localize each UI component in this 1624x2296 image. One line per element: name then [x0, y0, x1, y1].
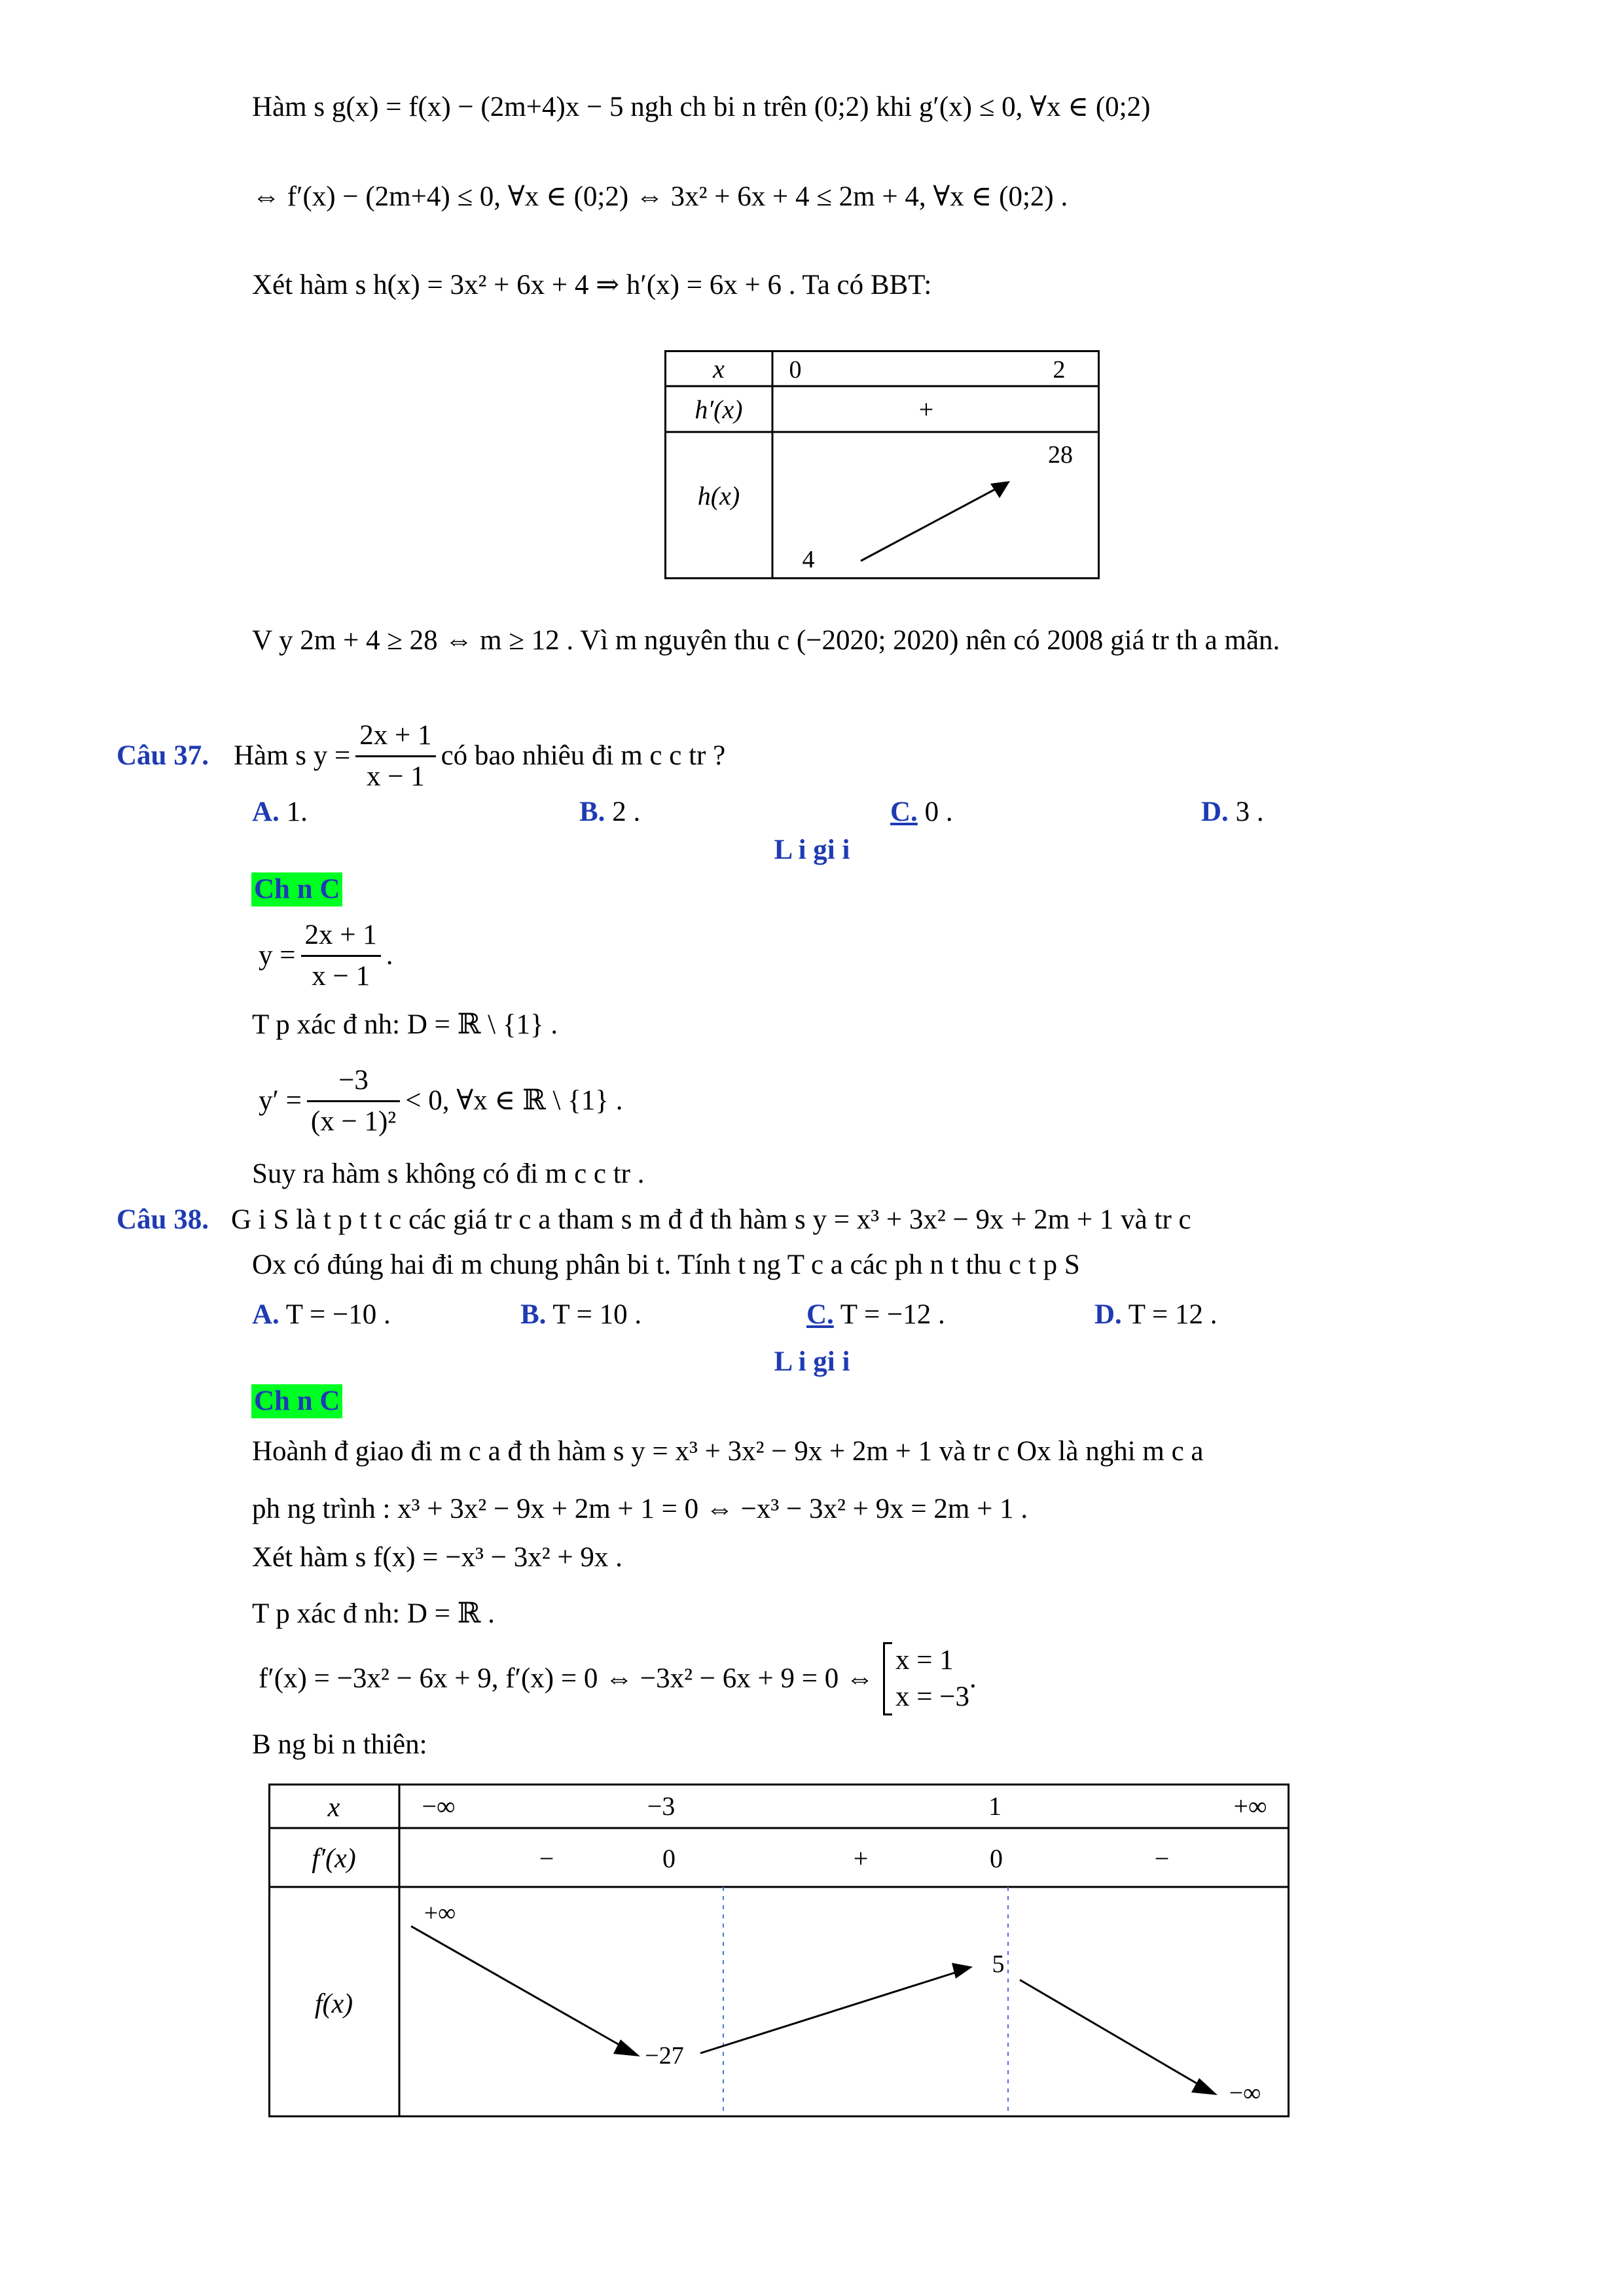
q37-option-c-value: 0 . — [917, 797, 953, 827]
q38-s5-case-2: x = −3 — [895, 1681, 970, 1712]
q38-s5-case-1: x = 1 — [895, 1645, 954, 1676]
table-f-func-label: f(x) — [314, 1989, 353, 2019]
variation-table-h — [664, 350, 1100, 579]
table-f-val-neg-inf: −∞ — [1229, 2079, 1261, 2107]
table-f-val-pos-inf: +∞ — [424, 1899, 456, 1927]
q37-option-d-value: 3 . — [1228, 797, 1264, 827]
q37-s1-den: x − 1 — [312, 960, 370, 992]
q38-option-d[interactable] — [1094, 1298, 1218, 1332]
q37-s3-post: < 0, ∀x ∈ ℝ \ {1} . — [405, 1085, 623, 1116]
table-h-sign: + — [918, 395, 934, 424]
q38-solution-step-1: Hoành đ giao đi m c a đ th hàm s y = x³ + 3x² − 9x + 2m + 1 và tr c Ox là nghi m c a — [252, 1436, 1204, 1467]
q38-option-a-label: A. — [252, 1299, 280, 1330]
q37-s1-num: 2x + 1 — [301, 916, 381, 957]
table-f-val-minus27: −27 — [645, 2042, 684, 2070]
q37-s3-den: (x − 1)² — [310, 1105, 397, 1137]
q38-option-d-label: D. — [1094, 1299, 1122, 1330]
q37-option-c-label: C. — [890, 797, 918, 827]
table-f-decrease-arrow-1 — [411, 1926, 627, 2049]
q38-choice-highlight: Ch n C — [251, 1384, 342, 1418]
q37-option-b-value: 2 . — [605, 797, 641, 827]
q37-option-c[interactable] — [890, 795, 953, 829]
prev-conclusion: V y 2m + 4 ≥ 28 ⇔ m ≥ 12 . Vì m nguyên thu c (−2020; 2020) nên có 2008 giá tr th a mãn. — [252, 625, 1280, 656]
table-f-arrowhead-3 — [1191, 2078, 1218, 2095]
q37-s3-fraction — [307, 1061, 400, 1141]
q38-solution-title: L i gi i — [774, 1346, 850, 1377]
q37-text-post: có bao nhiêu đi m c c tr ? — [441, 740, 726, 771]
table-h-func-label: h(x) — [697, 481, 740, 511]
q38-option-c-value: T = −12 . — [833, 1299, 945, 1330]
q37-question — [117, 720, 725, 792]
table-h-x1: 2 — [1053, 356, 1066, 384]
q38-option-b[interactable] — [520, 1298, 641, 1332]
q37-fraction — [355, 716, 435, 797]
q37-solution-step-4: Suy ra hàm s không có đi m c c tr . — [252, 1158, 645, 1189]
q37-frac-den: x − 1 — [367, 761, 425, 792]
q38-solution-step-3: Xét hàm s f(x) = −x³ − 3x² + 9x . — [252, 1542, 623, 1573]
q38-option-c-label: C. — [806, 1299, 834, 1330]
table-f-x-label: x — [327, 1793, 340, 1823]
table-f-arrowhead-2 — [952, 1963, 973, 1979]
q37-option-a-value: 1. — [279, 797, 308, 827]
q37-solution-step-2: T p xác đ nh: D = ℝ \ {1} . — [252, 1009, 558, 1040]
q37-frac-num: 2x + 1 — [355, 716, 435, 757]
q37-solution-title: L i gi i — [774, 834, 850, 865]
table-h-x0: 0 — [789, 356, 802, 384]
table-f-arrowhead-1 — [613, 2039, 640, 2056]
table-h-high: 28 — [1048, 441, 1073, 469]
q38-solution-step-5 — [259, 1636, 977, 1721]
q38-question-line-1 — [117, 1203, 1191, 1237]
table-h-deriv-label: h′(x) — [695, 395, 743, 424]
q37-choice-highlight: Ch n C — [251, 872, 342, 906]
table-f-decrease-arrow-2 — [1020, 1980, 1204, 2088]
q37-option-a[interactable] — [252, 795, 308, 829]
q38-option-d-value: T = 12 . — [1121, 1299, 1218, 1330]
q37-text-pre: Hàm s y = — [233, 740, 351, 771]
table-f-x-minus3: −3 — [647, 1791, 676, 1821]
table-h-x-label: x — [713, 354, 725, 384]
table-h-low: 4 — [802, 546, 815, 573]
q37-option-d[interactable] — [1201, 795, 1264, 829]
table-f-sign-1: − — [539, 1844, 554, 1873]
variation-table-f — [268, 1784, 1290, 2117]
q38-solution-step-6: B ng bi n thiên: — [252, 1729, 427, 1760]
q38-option-c[interactable] — [806, 1298, 945, 1332]
q37-label: Câu 37. — [117, 740, 209, 771]
q37-option-a-label: A. — [252, 797, 280, 827]
q37-option-d-label: D. — [1201, 797, 1229, 827]
q37-s1-post: . — [386, 940, 393, 971]
q38-label: Câu 38. — [117, 1204, 209, 1235]
q37-s1-fraction — [301, 916, 381, 996]
table-f-increase-arrow — [700, 1971, 959, 2053]
q37-s1-pre: y = — [259, 940, 296, 971]
q37-solution-step-3 — [259, 1055, 623, 1147]
q37-option-b[interactable] — [579, 795, 640, 829]
table-f-x-neg-inf: −∞ — [422, 1791, 456, 1821]
table-f-sign-3: − — [1154, 1844, 1170, 1873]
q37-option-b-label: B. — [579, 797, 605, 827]
q38-s5-period: . — [969, 1663, 977, 1694]
prev-line-1: Hàm s g(x) = f(x) − (2m+4)x − 5 ngh ch bi n trên (0;2) khi g′(x) ≤ 0, ∀x ∈ (0;2) — [252, 92, 1151, 122]
q38-text-1: G i S là t p t t c các giá tr c a tham s m đ đ th hàm s y = x³ + 3x² − 9x + 2m + 1 và tr c — [230, 1204, 1191, 1235]
q38-s5-cases — [883, 1642, 969, 1715]
q37-solution-step-1 — [259, 913, 393, 998]
table-f-x-1: 1 — [988, 1791, 1001, 1821]
table-h-increase-arrow — [861, 488, 998, 561]
table-f-x-pos-inf: +∞ — [1233, 1791, 1267, 1821]
q38-solution-step-4: T p xác đ nh: D = ℝ . — [252, 1598, 495, 1629]
table-f-val-5: 5 — [992, 1950, 1005, 1978]
prev-line-3: Xét hàm s h(x) = 3x² + 6x + 4 ⇒ h′(x) = 6x + 6 . Ta có BBT: — [252, 270, 932, 300]
q38-question-line-2: Ox có đúng hai đi m chung phân bi t. Tính t ng T c a các ph n t thu c t p S — [252, 1249, 1080, 1280]
table-f-zero-2: 0 — [990, 1844, 1003, 1873]
table-f-zero-1: 0 — [662, 1844, 676, 1873]
q38-option-b-value: T = 10 . — [546, 1299, 642, 1330]
table-f-sign-2: + — [853, 1844, 869, 1873]
q38-s5-text: f′(x) = −3x² − 6x + 9, f′(x) = 0 ⇔ −3x² − 6x + 9 = 0 ⇔ — [259, 1663, 875, 1694]
q38-solution-step-2: ph ng trình : x³ + 3x² − 9x + 2m + 1 = 0 ⇔ −x³ − 3x² + 9x = 2m + 1 . — [252, 1494, 1028, 1524]
q37-s3-pre: y′ = — [259, 1085, 302, 1116]
prev-line-2: ⇔ f′(x) − (2m+4) ≤ 0, ∀x ∈ (0;2) ⇔ 3x² + 6x + 4 ≤ 2m + 4, ∀x ∈ (0;2) . — [252, 181, 1068, 212]
q38-option-a[interactable] — [252, 1298, 391, 1332]
q38-option-b-label: B. — [520, 1299, 547, 1330]
table-f-deriv-label: f′(x) — [312, 1844, 356, 1874]
q38-option-a-value: T = −10 . — [279, 1299, 391, 1330]
q37-s3-num: −3 — [307, 1061, 400, 1102]
